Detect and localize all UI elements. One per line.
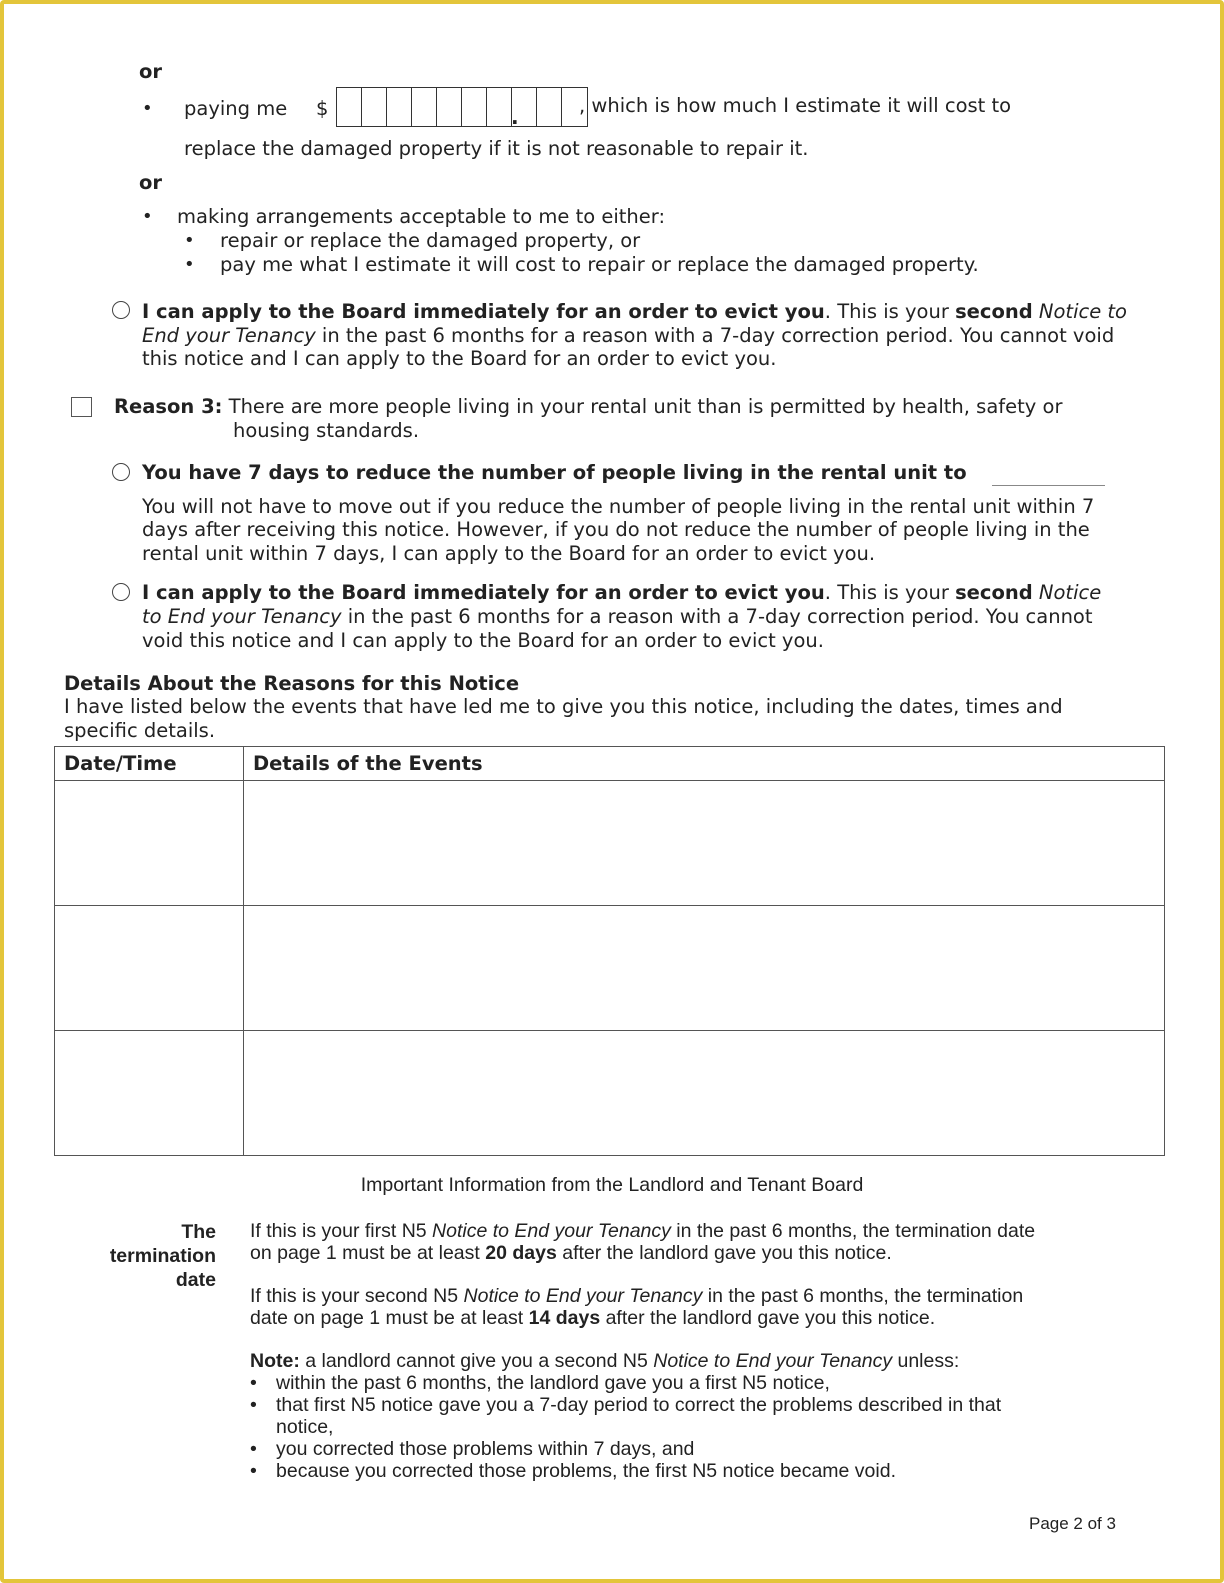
option-a-line3: this notice and I can apply to the Board for an order to evict you. xyxy=(142,347,777,370)
dollar-sign: $ xyxy=(316,97,329,120)
details-p2: specific details. xyxy=(64,719,216,742)
text: unless: xyxy=(892,1350,960,1372)
text: in the past 6 months for a reason with a 7-day correction period. You cannot xyxy=(341,605,1093,628)
details-cell[interactable] xyxy=(244,781,1165,906)
list-item: notice, xyxy=(276,1416,334,1438)
date-cell[interactable] xyxy=(55,906,244,1031)
details-cell[interactable] xyxy=(244,906,1165,1031)
col-date-time: Date/Time xyxy=(55,747,244,781)
list-item: that first N5 notice gave you a 7-day period to correct the problems described in that xyxy=(276,1394,1002,1416)
events-table xyxy=(54,746,1165,1156)
text: 20 days xyxy=(485,1242,557,1264)
text: termination xyxy=(109,1245,216,1267)
or-label: or xyxy=(139,171,163,194)
text: in the past 6 months for a reason with a 7-day correction period. You cannot void xyxy=(315,324,1115,347)
text: date xyxy=(175,1269,216,1291)
termination-date-label xyxy=(64,1220,216,1292)
reason-3-label: Reason 3: xyxy=(114,395,223,418)
text: Notice to End your Tenancy xyxy=(432,1220,671,1242)
text: . This is your xyxy=(824,300,956,323)
option-b-p3: rental unit within 7 days, I can apply to the Board for an order to evict you. xyxy=(142,542,876,565)
date-cell[interactable] xyxy=(55,781,244,906)
text: . This is your xyxy=(824,581,956,604)
text: date on page 1 must be at least xyxy=(250,1307,529,1329)
list-item: within the past 6 months, the landlord gave you a first N5 notice, xyxy=(276,1372,830,1394)
details-p1: I have listed below the events that have led me to give you this notice, including the dates, times and xyxy=(64,695,1063,718)
option-c-line1 xyxy=(142,581,1101,604)
text: Notice xyxy=(1038,581,1102,604)
option-c-line2 xyxy=(142,605,1093,628)
date-cell[interactable] xyxy=(55,1031,244,1156)
arrangements-text: making arrangements acceptable to me to either: xyxy=(177,205,666,228)
bullet: • xyxy=(142,98,153,119)
option-b-p1: You will not have to move out if you reduce the number of people living in the rental unit within 7 xyxy=(142,495,1095,518)
table-row xyxy=(55,1031,1165,1156)
text: Notice to End your Tenancy xyxy=(653,1350,893,1372)
bullet: • xyxy=(142,206,153,227)
text: in the past 6 months, the termination xyxy=(702,1285,1024,1307)
text: If this is your first N5 xyxy=(250,1220,433,1242)
text: End your Tenancy xyxy=(142,324,316,347)
page-number: Page 2 of 3 xyxy=(1029,1514,1116,1533)
sub-item-1: repair or replace the damaged property, or xyxy=(220,229,641,252)
note-label: Note: xyxy=(250,1350,300,1372)
reason-3-line2: housing standards. xyxy=(233,419,420,442)
text: Notice to xyxy=(1038,300,1127,323)
text: in the past 6 months, the termination date xyxy=(670,1220,1036,1242)
text: second xyxy=(955,300,1033,323)
list-item: because you corrected those problems, the first N5 notice became void. xyxy=(276,1460,896,1482)
text: to End your Tenancy xyxy=(142,605,342,628)
paying-tail: , which is how much I estimate it will cost to xyxy=(579,94,1012,117)
text: 14 days xyxy=(528,1307,601,1329)
info-title: Important Information from the Landlord and Tenant Board xyxy=(360,1174,864,1196)
radio-apply-immediately-1[interactable] xyxy=(112,301,130,319)
radio-reduce-occupants[interactable] xyxy=(112,463,130,481)
bullet: • xyxy=(184,254,195,275)
option-a-line1 xyxy=(142,300,1127,323)
reason-3-checkbox[interactable] xyxy=(71,397,92,417)
option-b-p2: days after receiving this notice. However, if you do not reduce the number of people living in the xyxy=(142,518,1090,541)
paying-me-label: paying me xyxy=(184,97,288,120)
text: after the landlord gave you this notice. xyxy=(556,1242,892,1264)
text: second xyxy=(955,581,1033,604)
option-a-line2 xyxy=(142,324,1114,347)
text: on page 1 must be at least xyxy=(250,1242,486,1264)
text: Notice to End your Tenancy xyxy=(463,1285,703,1307)
radio-apply-immediately-2[interactable] xyxy=(112,583,130,601)
or-label: or xyxy=(139,60,163,83)
table-row xyxy=(55,781,1165,906)
list-item: you corrected those problems within 7 days, and xyxy=(276,1438,695,1460)
details-heading: Details About the Reasons for this Notice xyxy=(64,672,520,695)
paying-line2: replace the damaged property if it is not reasonable to repair it. xyxy=(184,137,809,160)
text: If this is your second N5 xyxy=(250,1285,464,1307)
decimal-point: . xyxy=(511,105,519,129)
table-row xyxy=(55,906,1165,1031)
text: a landlord cannot give you a second N5 xyxy=(299,1350,654,1372)
termination-info: If this is your first N5 Notice to End your Tenancy in the past 6 months, the termination date on page 1 must be at least 20 days after the landlord gave you this notice. If this is your second N5 Notice to End your Tenancy in the past 6 months, the termination date on page 1 must be at least 14 days after the landlord gave you this notice. Note: a landlord cannot give you a second N5 Notice to End your Tenancy unless: • within the past 6 months, the landlord gave you a first N5 notice, • that first N5 notice gave you a 7-day period to correct the problems described in that notice, • you corrected those problems within 7 days, and • because you corrected those problems, the first N5 notice became void. xyxy=(250,1220,1036,1482)
text: There are more people living in your rental unit than is permitted by health, safety or xyxy=(222,395,1063,418)
number-of-people-field[interactable] xyxy=(992,485,1105,486)
details-cell[interactable] xyxy=(244,1031,1165,1156)
sub-item-2: pay me what I estimate it will cost to repair or replace the damaged property. xyxy=(220,253,979,276)
reason-3-line1 xyxy=(114,395,1063,418)
bullet: • xyxy=(184,230,195,251)
text: The xyxy=(181,1221,216,1243)
option-c-line3: void this notice and I can apply to the Board for an order to evict you. xyxy=(142,629,824,652)
option-c-bold: I can apply to the Board immediately for an order to evict you xyxy=(142,581,825,604)
text: after the landlord gave you this notice. xyxy=(600,1307,936,1329)
col-details: Details of the Events xyxy=(244,747,1165,781)
amount-input[interactable] xyxy=(336,87,588,127)
option-b-bold: You have 7 days to reduce the number of people living in the rental unit to xyxy=(142,461,967,484)
option-a-bold: I can apply to the Board immediately for an order to evict you xyxy=(142,300,825,323)
